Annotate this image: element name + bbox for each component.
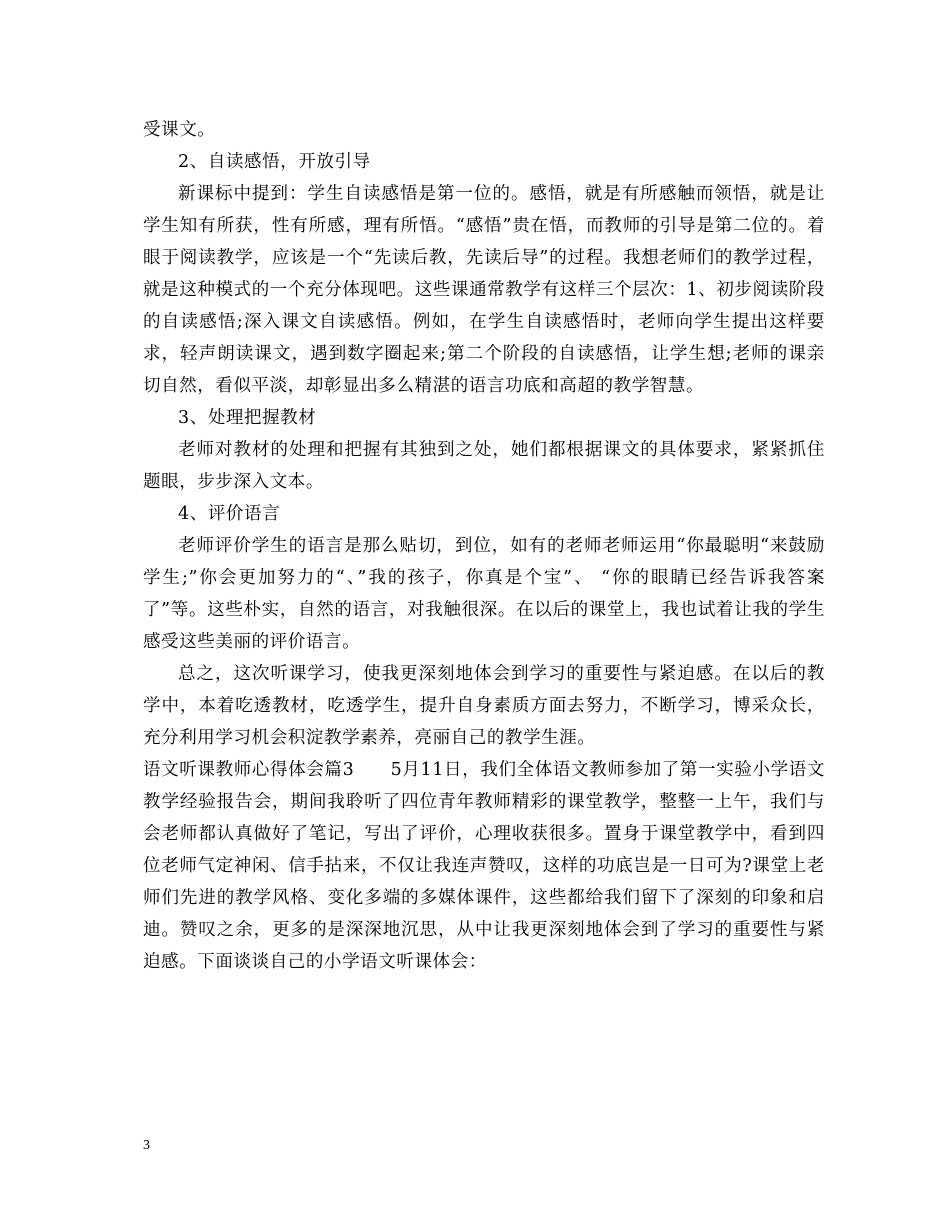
section-heading: 2、自读感悟，开放引导 <box>178 152 371 172</box>
section-heading: 3、处理把握教材 <box>178 408 317 428</box>
section-heading: 4、评价语言 <box>178 504 281 524</box>
paragraph: 受课文。 <box>143 120 216 140</box>
paragraph: 总之，这次听课学习，使我更深刻地体会到学习的重要性与紧迫感。在以后的教学中，本着吃透教材，吃透学生，提升自身素质方面去努力，不断学习，博采众长，充分利用学习机会积淀教学素养，亮丽自己的教学生涯。 <box>143 664 825 748</box>
paragraph: 语文听课教师心得体会篇3 5月11日，我们全体语文教师参加了第一实验小学语文教学经验报告会，期间我聆听了四位青年教师精彩的课堂教学，整整一上午，我们与会老师都认真做好了笔记，写出了评价，心理收获很多。置身于课堂教学中，看到四位老师气定神闲、信手拈来，不仅让我连声赞叹，这样的功底岂是一日可为?课堂上老师们先进的教学风格、变化多端的多媒体课件，这些都给我们留下了深刻的印象和启迪。赞叹之余，更多的是深深地沉思，从中让我更深刻地体会到了学习的重要性与紧迫感。下面谈谈自己的小学语文听课体会： <box>143 760 825 972</box>
paragraph: 老师评价学生的语言是那么贴切，到位，如有的老师老师运用“你最聪明“来鼓励学生;”你会更加努力的“、”我的孩子，你真是个宝”、 “你的眼睛已经告诉我答案了”等。这些朴实，自然的语言，对我触很深。在以后的课堂上，我也试着让我的学生感受这些美丽的评价语言。 <box>143 536 825 652</box>
page-number: 3 <box>143 1138 150 1153</box>
paragraph: 新课标中提到：学生自读感悟是第一位的。感悟，就是有所感触而领悟，就是让学生知有所获，性有所感，理有所悟。“感悟”贵在悟，而教师的引导是第二位的。着眼于阅读教学，应该是一个“先读后教，先读后导”的过程。我想老师们的教学过程，就是这种模式的一个充分体现吧。这些课通常教学有这样三个层次：1、初步阅读阶段的自读感悟;深入课文自读感悟。例如，在学生自读感悟时，老师向学生提出这样要求，轻声朗读课文，遇到数字圈起来;第二个阶段的自读感悟，让学生想;老师的课亲切自然，看似平淡，却彰显出多么精湛的语言功底和高超的教学智慧。 <box>143 184 825 396</box>
document-body <box>143 114 825 978</box>
paragraph: 老师对教材的处理和把握有其独到之处，她们都根据课文的具体要求，紧紧抓住题眼，步步深入文本。 <box>143 440 825 492</box>
